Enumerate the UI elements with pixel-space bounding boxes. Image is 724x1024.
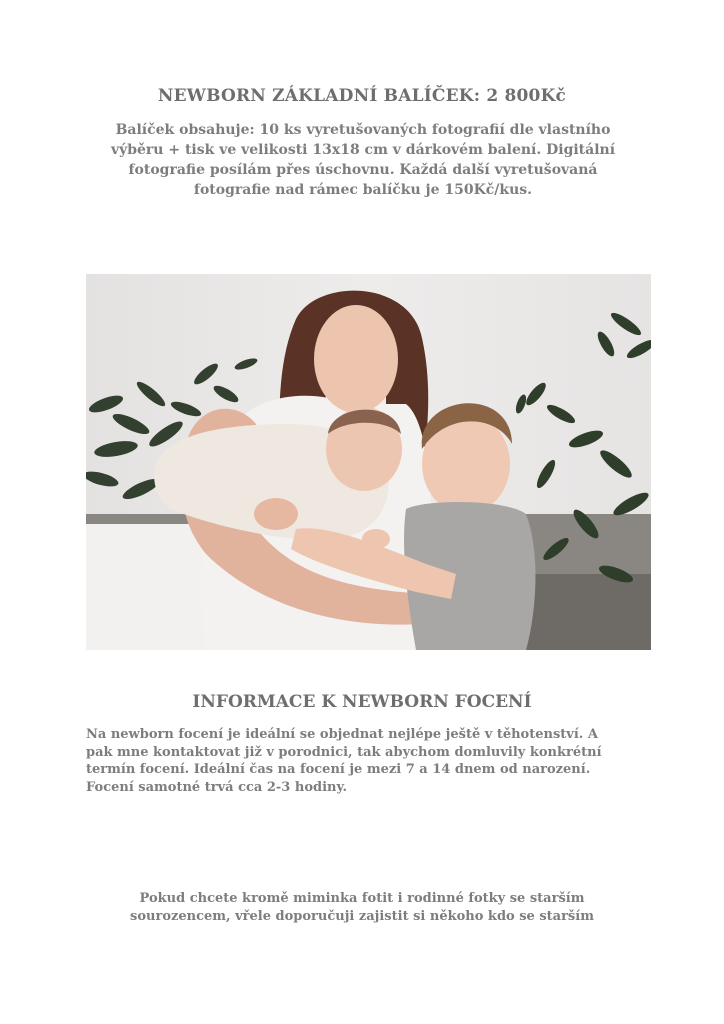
info-line: Focení samotné trvá cca 2-3 hodiny.	[86, 779, 348, 795]
package-line: fotografie posílám přes úschovnu. Každá další vyretušovaná	[128, 162, 598, 178]
note-line: sourozencem, vřele doporučuji zajistit si někoho kdo se starším	[130, 909, 594, 924]
info-line: Na newborn focení je ideální se objednat nejlépe ještě v těhotenství. A	[86, 727, 598, 742]
package-description	[80, 120, 646, 200]
info-paragraph	[86, 726, 646, 796]
info-title: INFORMACE K NEWBORN FOCENÍ	[192, 692, 532, 712]
info-line: termín focení. Ideální čas na focení je mezi 7 a 14 dnem od narození.	[86, 762, 591, 777]
family-photo	[86, 274, 651, 650]
package-title: NEWBORN ZÁKLADNÍ BALÍČEK: 2 800Kč	[157, 86, 567, 106]
sibling-note	[100, 890, 624, 926]
info-line: pak mne kontaktovat již v porodnici, tak abychom domluvily konkrétní	[86, 744, 602, 760]
package-line: fotografie nad rámec balíčku je 150Kč/kus.	[193, 182, 533, 198]
note-line: Pokud chcete kromě miminka fotit i rodinné fotky se starším	[139, 891, 585, 906]
package-line: výběru + tisk ve velikosti 13x18 cm v dárkovém balení. Digitální	[110, 142, 616, 158]
package-line: Balíček obsahuje: 10 ks vyretušovaných fotografií dle vlastního	[115, 122, 611, 138]
